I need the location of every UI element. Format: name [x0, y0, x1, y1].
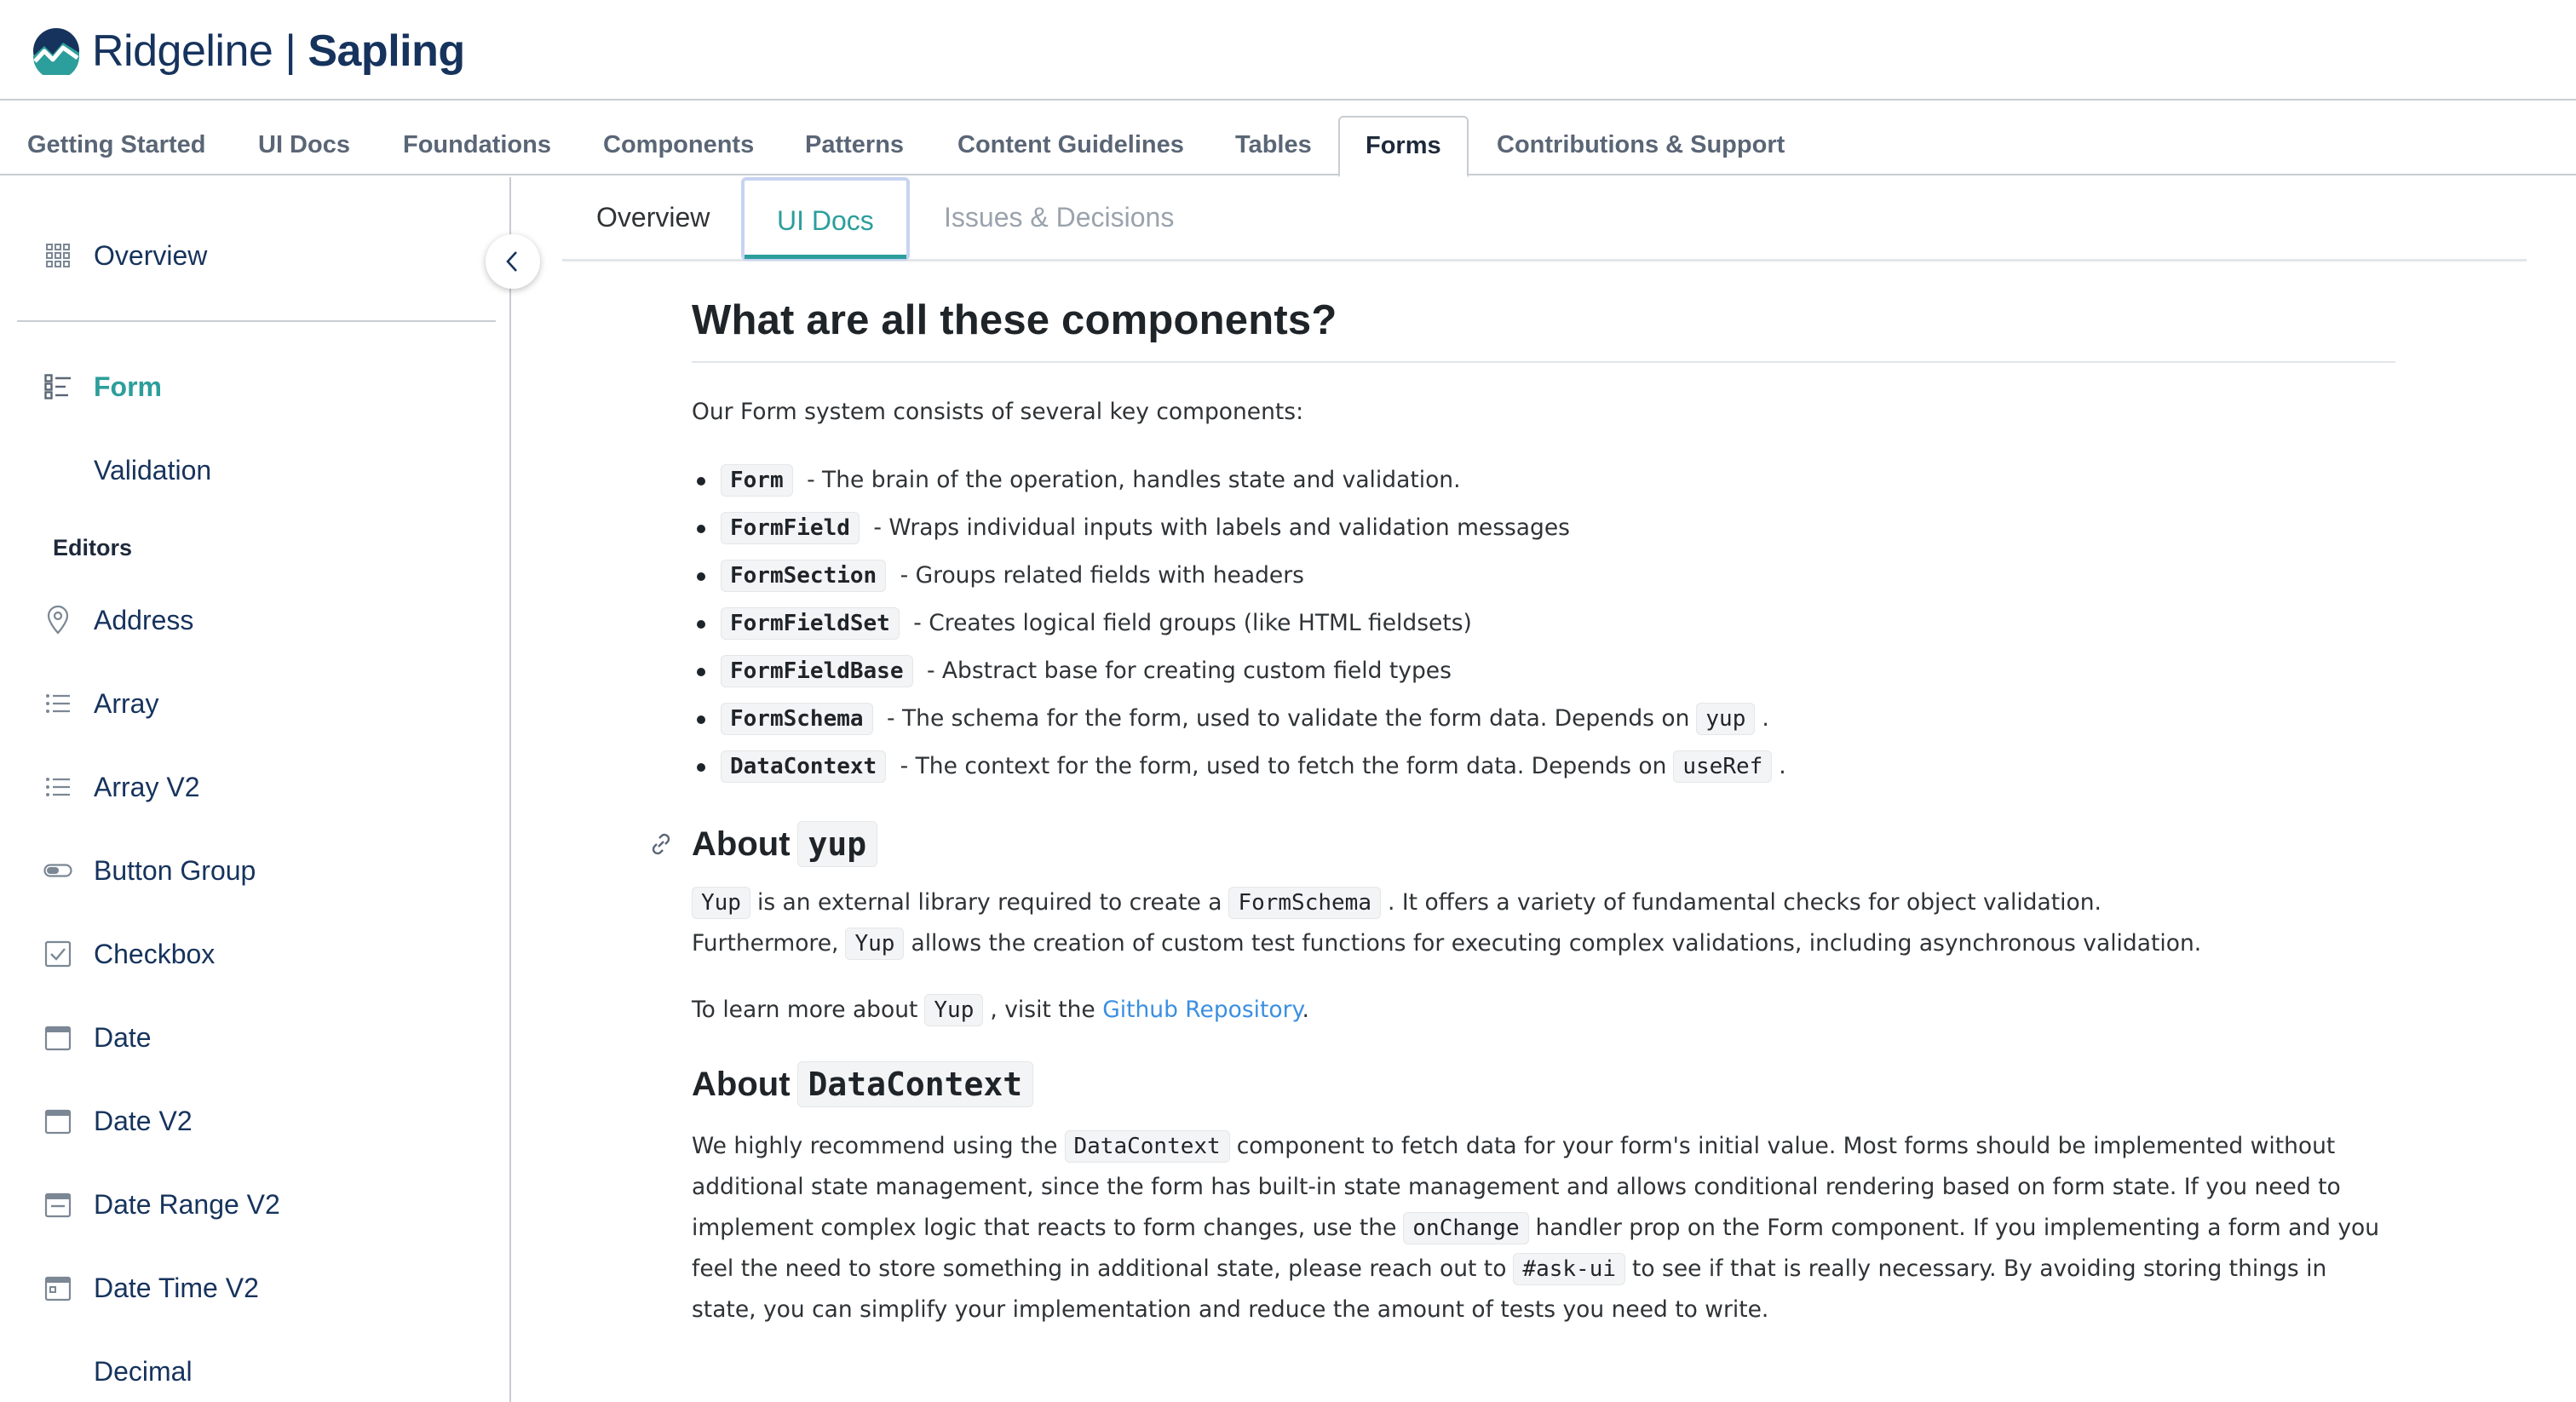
inline-code: Yup: [845, 928, 904, 960]
inline-code: FormSchema: [1228, 887, 1381, 919]
inline-code: useRef: [1673, 750, 1772, 783]
sidebar-item-label: Array V2: [94, 771, 200, 802]
tab-ui-docs[interactable]: UI Docs: [258, 131, 350, 158]
text: component to fetch data for your form's initial value. Most forms should be implemented without additional state management, since the form has built-in state management and allows conditional rendering based on form state. If you need to implement complex logic that reacts to form changes, use the: [692, 1133, 2341, 1241]
sidebar-item-overview[interactable]: [43, 230, 208, 281]
inline-code: Yup: [924, 994, 983, 1026]
inline-code: #ask-ui: [1513, 1253, 1625, 1285]
text: . It offers a variety of fundamental checks for object validation. Furthermore,: [692, 889, 2102, 957]
link-anchor-icon[interactable]: [647, 830, 675, 858]
sidebar-item-form[interactable]: [43, 361, 162, 412]
product-name: Sapling: [308, 26, 465, 76]
inline-code: FormFieldBase: [721, 655, 913, 687]
text: allows the creation of custom test functions for executing complex validations, including asynchronous validation.: [911, 930, 2202, 957]
sidebar-item-label: Address: [94, 604, 194, 635]
sidebar-item-button-group[interactable]: [43, 845, 256, 896]
list-item-text: - The schema for the form, used to validate the form data. Depends on: [886, 705, 1690, 732]
list-icon: [43, 688, 73, 719]
sidebar-divider: [17, 320, 496, 322]
list-item: [721, 504, 2395, 552]
list-item-text: - Creates logical field groups (like HTML fieldsets): [913, 610, 1472, 636]
collapse-sidebar-button[interactable]: [486, 234, 540, 289]
list-item: FormSchema - The schema for the form, used to validate the form data. Depends on yup .: [721, 695, 2395, 743]
page-title: What are all these components?: [692, 290, 2395, 363]
text: We highly recommend using the: [692, 1133, 1058, 1159]
inline-code: Yup: [692, 887, 750, 919]
list-item: DataContext - The context for the form, used to fetch the form data. Depends on useRef .: [721, 743, 2395, 790]
heading-text: About: [692, 825, 791, 863]
tab-foundations[interactable]: Foundations: [403, 131, 551, 158]
tab-content-guidelines[interactable]: Content Guidelines: [957, 131, 1184, 158]
sidebar-item-label: Date V2: [94, 1105, 193, 1136]
calendar-clock-icon: [43, 1273, 73, 1303]
sidebar-item-array[interactable]: [43, 678, 159, 729]
company-name: Ridgeline: [92, 26, 273, 76]
inline-code: FormSchema: [721, 703, 873, 735]
tab-tables[interactable]: Tables: [1235, 131, 1312, 158]
inline-code: Form: [721, 464, 793, 497]
calendar-icon: [43, 1106, 73, 1136]
tab-components[interactable]: Components: [603, 131, 755, 158]
sub-tabs: [562, 177, 2527, 262]
inline-code: onChange: [1403, 1212, 1528, 1244]
list-item-text: - Wraps individual inputs with labels and validation messages: [873, 514, 1570, 541]
toggle-icon: [43, 855, 73, 886]
tab-contributions-support[interactable]: Contributions & Support: [1497, 131, 1785, 158]
list-item: [721, 552, 2395, 600]
inline-code: DataContext: [797, 1061, 1034, 1107]
sidebar-item-label: Date Range V2: [94, 1188, 280, 1220]
paragraph-yup: [692, 882, 2395, 964]
inline-code: DataContext: [721, 750, 886, 783]
section-heading-about-yup: [692, 821, 2395, 867]
inline-code: yup: [1696, 703, 1755, 735]
sidebar-item-date-time-v2[interactable]: [43, 1262, 259, 1313]
github-repository-link[interactable]: Github Repository: [1102, 997, 1302, 1023]
tab-getting-started[interactable]: Getting Started: [27, 131, 206, 158]
subtab-overview[interactable]: Overview: [596, 202, 710, 233]
subtab-ui-docs[interactable]: UI Docs: [741, 177, 910, 261]
tab-forms[interactable]: Forms: [1338, 116, 1469, 177]
chevron-left-icon: [503, 250, 522, 273]
inline-code: DataContext: [1065, 1130, 1230, 1163]
location-pin-icon: [43, 605, 73, 635]
list-item-text: - Groups related fields with headers: [900, 562, 1304, 589]
inline-code: FormFieldSet: [721, 607, 900, 640]
sidebar: [0, 177, 511, 1402]
list-icon: [43, 772, 73, 802]
brand-name: [92, 26, 465, 77]
intro-text: Our Form system consists of several key components:: [692, 399, 1303, 425]
calendar-range-icon: [43, 1189, 73, 1220]
subtab-issues-decisions[interactable]: Issues & Decisions: [944, 202, 1175, 233]
sidebar-item-label: Button Group: [94, 854, 256, 886]
sidebar-item-array-v2[interactable]: [43, 761, 200, 813]
brand-separator: |: [285, 26, 296, 76]
text: to see if that is really necessary. By avoiding storing things in state, you can simplify your implementation and reduce the amount of tests you need to write.: [692, 1255, 2327, 1323]
sidebar-item-label: Checkbox: [94, 938, 216, 969]
text: .: [1302, 997, 1309, 1023]
heading-text: About: [692, 1065, 791, 1103]
sidebar-item-label: Array: [94, 687, 159, 719]
paragraph-datacontext: [692, 1126, 2395, 1330]
list-item: [721, 647, 2395, 695]
sidebar-item-checkbox[interactable]: [43, 928, 216, 980]
sidebar-item-label: Date: [94, 1021, 152, 1053]
list-item: [721, 600, 2395, 647]
list-item-text: - Abstract base for creating custom field types: [926, 658, 1452, 684]
sidebar-item-date[interactable]: [43, 1012, 152, 1063]
tab-patterns[interactable]: Patterns: [805, 131, 905, 158]
text: handler prop on the Form component. If you implementing a form and you feel the need to store something in additional state, please reach out to: [692, 1215, 2380, 1282]
grid-icon: [43, 240, 73, 271]
text: is an external library required to create a: [756, 889, 1222, 916]
main-content: [692, 290, 2395, 1330]
calendar-icon: [43, 1022, 73, 1053]
sidebar-item-label: Decimal: [94, 1355, 193, 1387]
list-item-text: - The brain of the operation, handles state and validation.: [807, 467, 1461, 493]
form-list-icon: [43, 371, 73, 402]
top-nav: [0, 101, 2576, 175]
sidebar-item-address[interactable]: [43, 595, 194, 646]
inline-code: FormSection: [721, 560, 886, 592]
list-item: [721, 457, 2395, 504]
checkbox-icon: [43, 939, 73, 969]
inline-code: FormField: [721, 512, 860, 544]
sidebar-item-date-range-v2[interactable]: [43, 1179, 280, 1230]
sidebar-item-label: Form: [94, 371, 162, 402]
header: [0, 0, 2576, 101]
sidebar-item-label: Overview: [94, 239, 208, 271]
inline-code: yup: [797, 821, 878, 867]
section-heading-about-datacontext: [692, 1061, 2395, 1107]
sidebar-item-label: Validation: [94, 454, 212, 486]
paragraph-yup-learn-more: [692, 990, 2395, 1031]
text: To learn more about: [692, 997, 918, 1023]
sidebar-item-date-v2[interactable]: [43, 1095, 193, 1146]
sidebar-heading-editors: Editors: [53, 535, 133, 560]
ridgeline-logo-icon: [32, 27, 80, 75]
logo[interactable]: [32, 26, 465, 77]
sidebar-item-label: Date Time V2: [94, 1272, 259, 1303]
list-item-text: - The context for the form, used to fetch the form data. Depends on: [900, 753, 1667, 779]
text: , visit the: [990, 997, 1095, 1023]
component-list: [692, 457, 2395, 790]
